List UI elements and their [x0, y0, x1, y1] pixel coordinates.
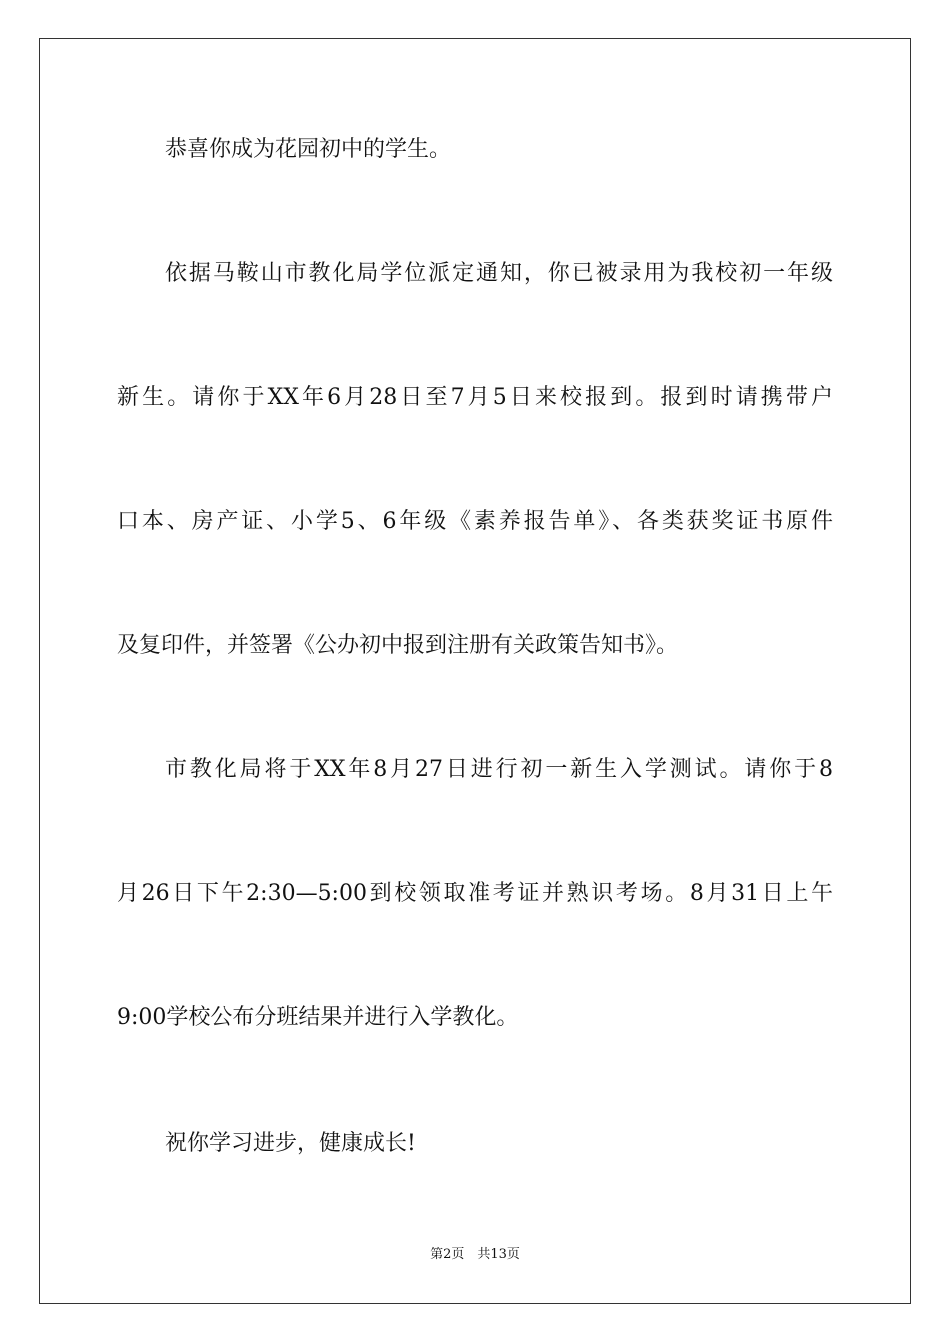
paragraph-wishes: 祝你学习进步，健康成长!	[165, 1131, 416, 1156]
paragraph-congrats: 恭喜你成为花园初中的学生。	[165, 137, 452, 162]
page-border	[39, 38, 911, 1304]
paragraph-test-line-1: 市教化局将于XX年8月27日进行初一新生入学测试。请你于8	[165, 757, 833, 782]
paragraph-admission-line-2: 新生。请你于XX年6月28日至7月5日来校报到。报到时请携带户	[117, 385, 833, 410]
paragraph-admission-line-4: 及复印件，并签署《公办初中报到注册有关政策告知书》。	[117, 633, 679, 658]
page-number-footer: 第2页 共13页	[430, 1247, 520, 1262]
paragraph-admission-line-1: 依据马鞍山市教化局学位派定通知，你已被录用为我校初一年级	[165, 261, 833, 286]
paragraph-test-line-2: 月26日下午2:30—5:00到校领取准考证并熟识考场。8月31日上午	[117, 881, 833, 906]
paragraph-test-line-3: 9:00学校公布分班结果并进行入学教化。	[117, 1005, 519, 1030]
paragraph-admission-line-3: 口本、房产证、小学5、6年级《素养报告单》、各类获奖证书原件	[117, 509, 833, 534]
